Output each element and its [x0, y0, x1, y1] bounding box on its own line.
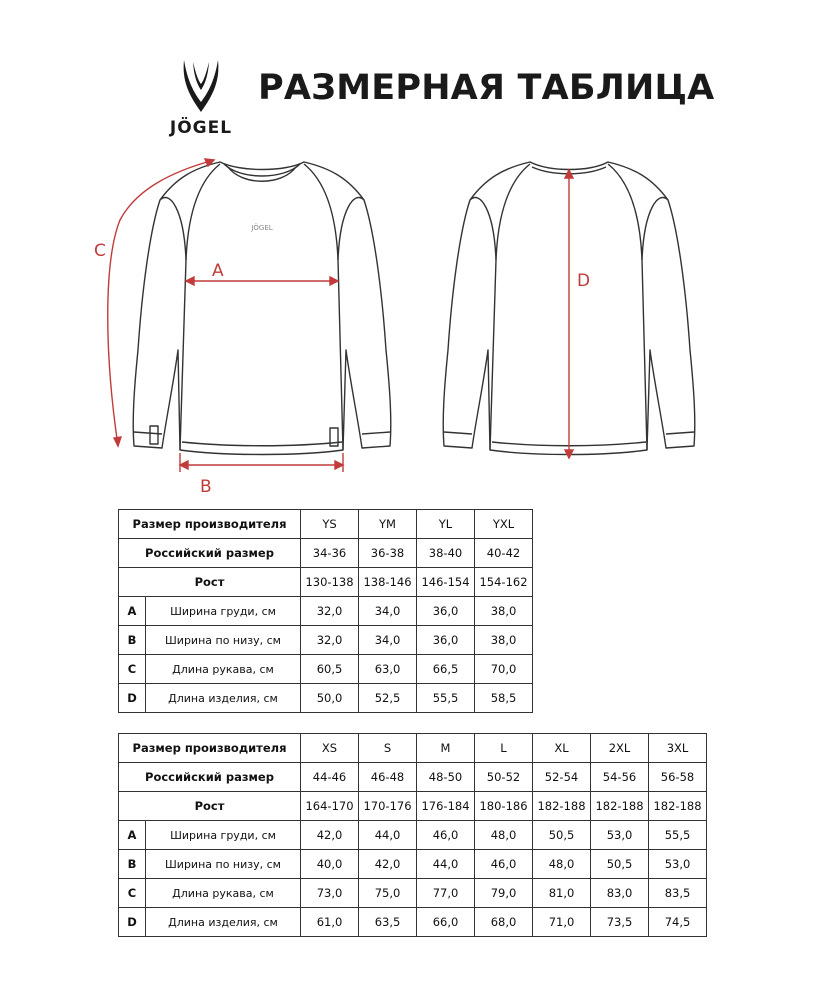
page-title: РАЗМЕРНАЯ ТАБЛИЦА: [258, 68, 715, 108]
value-cell: 58,5: [475, 684, 533, 713]
dimension-b-label: B: [200, 477, 212, 497]
row-label: Длина рукава, см: [146, 655, 301, 684]
table-row: [119, 597, 533, 626]
value-cell: 50,0: [301, 684, 359, 713]
table-row: [119, 792, 707, 821]
size-cell: L: [475, 734, 533, 763]
value-cell: 71,0: [533, 908, 591, 937]
value-cell: 66,5: [417, 655, 475, 684]
table-row: [119, 821, 707, 850]
value-cell: 36,0: [417, 626, 475, 655]
value-cell: 70,0: [475, 655, 533, 684]
value-cell: 48,0: [533, 850, 591, 879]
row-label: Длина рукава, см: [146, 879, 301, 908]
value-cell: 36,0: [417, 597, 475, 626]
table-row: [119, 539, 533, 568]
height-cell: 182-188: [533, 792, 591, 821]
value-cell: 83,5: [649, 879, 707, 908]
row-key: A: [119, 821, 146, 850]
dimension-b: [180, 453, 343, 472]
ru-size-cell: 44-46: [301, 763, 359, 792]
height-cell: 146-154: [417, 568, 475, 597]
row-key: C: [119, 879, 146, 908]
value-cell: 50,5: [591, 850, 649, 879]
size-cell: XS: [301, 734, 359, 763]
dimension-a-label: A: [212, 261, 224, 281]
value-cell: 46,0: [475, 850, 533, 879]
value-cell: 53,0: [649, 850, 707, 879]
height-cell: 164-170: [301, 792, 359, 821]
height-cell: 176-184: [417, 792, 475, 821]
front-shirt-drawing: [133, 162, 391, 455]
size-cell: YXL: [475, 510, 533, 539]
size-cell: 3XL: [649, 734, 707, 763]
size-cell: YM: [359, 510, 417, 539]
height-cell: 180-186: [475, 792, 533, 821]
value-cell: 46,0: [417, 821, 475, 850]
value-cell: 42,0: [359, 850, 417, 879]
value-cell: 44,0: [417, 850, 475, 879]
row-label: Ширина по низу, см: [146, 850, 301, 879]
value-cell: 68,0: [475, 908, 533, 937]
value-cell: 32,0: [301, 597, 359, 626]
table-row: [119, 879, 707, 908]
brand-logo: [160, 58, 242, 140]
table-row: [119, 655, 533, 684]
value-cell: 77,0: [417, 879, 475, 908]
value-cell: 79,0: [475, 879, 533, 908]
table-row: [119, 626, 533, 655]
table-row: [119, 850, 707, 879]
ru-size-cell: 40-42: [475, 539, 533, 568]
value-cell: 55,5: [417, 684, 475, 713]
value-cell: 81,0: [533, 879, 591, 908]
row-label: Ширина груди, см: [146, 597, 301, 626]
table-row: [119, 763, 707, 792]
value-cell: 73,5: [591, 908, 649, 937]
value-cell: 75,0: [359, 879, 417, 908]
table-row: [119, 510, 533, 539]
value-cell: 42,0: [301, 821, 359, 850]
header-label: Размер производителя: [119, 734, 301, 763]
row-key: B: [119, 626, 146, 655]
table-row: [119, 908, 707, 937]
value-cell: 34,0: [359, 626, 417, 655]
value-cell: 74,5: [649, 908, 707, 937]
value-cell: 60,5: [301, 655, 359, 684]
row-key: D: [119, 684, 146, 713]
value-cell: 40,0: [301, 850, 359, 879]
value-cell: 63,5: [359, 908, 417, 937]
ru-size-cell: 54-56: [591, 763, 649, 792]
table-row: [119, 568, 533, 597]
value-cell: 53,0: [591, 821, 649, 850]
value-cell: 66,0: [417, 908, 475, 937]
value-cell: 32,0: [301, 626, 359, 655]
jogel-logo-icon: [178, 58, 224, 114]
value-cell: 61,0: [301, 908, 359, 937]
row-key: D: [119, 908, 146, 937]
garment-drawing: [0, 150, 831, 500]
size-cell: 2XL: [591, 734, 649, 763]
brand-name: JÖGEL: [169, 118, 233, 138]
ru-size-cell: 34-36: [301, 539, 359, 568]
row-label: Длина изделия, см: [146, 908, 301, 937]
value-cell: 52,5: [359, 684, 417, 713]
height-cell: 170-176: [359, 792, 417, 821]
value-cell: 50,5: [533, 821, 591, 850]
row-label: Ширина груди, см: [146, 821, 301, 850]
height-cell: 154-162: [475, 568, 533, 597]
height-cell: 130-138: [301, 568, 359, 597]
row-label: Длина изделия, см: [146, 684, 301, 713]
value-cell: 83,0: [591, 879, 649, 908]
value-cell: 55,5: [649, 821, 707, 850]
row-key: A: [119, 597, 146, 626]
height-cell: 138-146: [359, 568, 417, 597]
size-cell: M: [417, 734, 475, 763]
ru-size-cell: 46-48: [359, 763, 417, 792]
size-table-adult: [118, 733, 707, 937]
value-cell: 38,0: [475, 626, 533, 655]
size-cell: XL: [533, 734, 591, 763]
size-cell: S: [359, 734, 417, 763]
ru-size-cell: 38-40: [417, 539, 475, 568]
value-cell: 44,0: [359, 821, 417, 850]
ru-size-label: Российский размер: [119, 539, 301, 568]
height-label: Рост: [119, 568, 301, 597]
ru-size-cell: 48-50: [417, 763, 475, 792]
size-table-youth: [118, 509, 533, 713]
front-print-text: JÖGEL: [251, 224, 273, 232]
ru-size-cell: 56-58: [649, 763, 707, 792]
row-key: C: [119, 655, 146, 684]
value-cell: 48,0: [475, 821, 533, 850]
header: [0, 0, 831, 150]
value-cell: 38,0: [475, 597, 533, 626]
ru-size-label: Российский размер: [119, 763, 301, 792]
dimension-d-label: D: [577, 271, 591, 291]
value-cell: 34,0: [359, 597, 417, 626]
height-label: Рост: [119, 792, 301, 821]
ru-size-cell: 50-52: [475, 763, 533, 792]
size-cell: YL: [417, 510, 475, 539]
ru-size-cell: 52-54: [533, 763, 591, 792]
height-cell: 182-188: [591, 792, 649, 821]
size-cell: YS: [301, 510, 359, 539]
height-cell: 182-188: [649, 792, 707, 821]
dimension-c-label: C: [94, 241, 106, 261]
row-key: B: [119, 850, 146, 879]
table-row: [119, 684, 533, 713]
value-cell: 63,0: [359, 655, 417, 684]
ru-size-cell: 36-38: [359, 539, 417, 568]
table-row: [119, 734, 707, 763]
value-cell: 73,0: [301, 879, 359, 908]
header-label: Размер производителя: [119, 510, 301, 539]
row-label: Ширина по низу, см: [146, 626, 301, 655]
